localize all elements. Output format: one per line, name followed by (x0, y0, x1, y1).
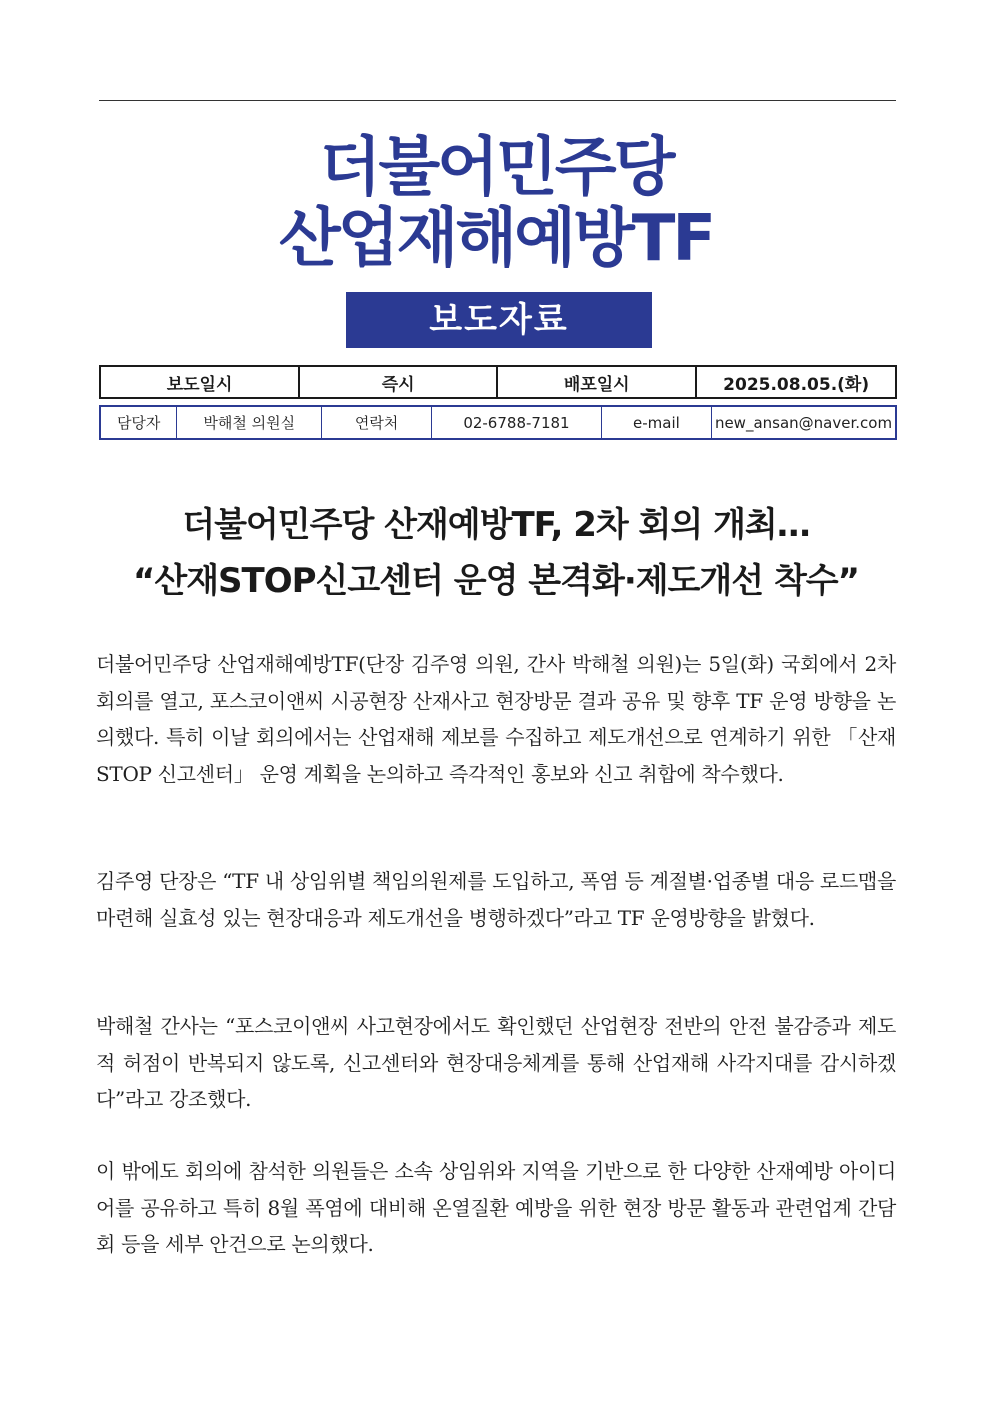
body-paragraph-1: 더불어민주당 산업재해예방TF(단장 김주영 의원, 간사 박해철 의원)는 5일(화) 국회에서 2차 회의를 열고, 포스코이앤씨 시공현장 산재사고 현장방문 결과 공유 및 향후 TF 운영 방향을 논의했다. 특히 이날 회의에서는 산업재해 제보를 수집하고 제도개선으로 연계하기 위한 「산재 STOP 신고센터」 운영 계획을 논의하고 즉각적인 홍보와 신고 취합에 착수했다. (96, 652, 896, 786)
contact-table (99, 405, 897, 440)
org-title-line1: 더불어민주당 (319, 131, 673, 205)
contact-phone-label: 연락처 (322, 406, 432, 439)
body-paragraph-3: 박해철 간사는 “포스코이앤씨 사고현장에서도 확인했던 산업현장 전반의 안전 불감증과 제도적 허점이 반복되지 않도록, 신고센터와 현장대응체계를 통해 산업재해 사각지대를 감시하겠다”라고 강조했다. (96, 1014, 896, 1111)
headline-line2: “산재STOP신고센터 운영 본격화·제도개선 착수” (133, 561, 859, 601)
contact-person-value: 박해철 의원실 (177, 406, 322, 439)
press-release-badge: 보도자료 (346, 292, 652, 348)
contact-phone-value: 02-6788-7181 (432, 406, 602, 439)
body-paragraph-4: 이 밖에도 회의에 참석한 의원들은 소속 상임위와 지역을 기반으로 한 다양한 산재예방 아이디어를 공유하고 특히 8월 폭염에 대비해 온열질환 예방을 위한 현장 방문 활동과 관련업계 간담회 등을 세부 안건으로 논의했다. (96, 1159, 896, 1256)
org-title-line2: 산업재해예방TF (278, 202, 714, 276)
distribution-date-value: 2025.08.05.(화) (696, 366, 896, 398)
release-date-label: 보도일시 (100, 366, 299, 398)
distribution-date-label: 배포일시 (497, 366, 696, 398)
release-date-value: 즉시 (299, 366, 497, 398)
release-info-table (99, 365, 897, 399)
headline-line1: 더불어민주당 산재예방TF, 2차 회의 개최… (182, 505, 810, 545)
contact-email-value[interactable]: new_ansan@naver.com (712, 406, 896, 439)
contact-person-label: 담당자 (100, 406, 177, 439)
contact-email-label: e-mail (601, 406, 711, 439)
top-rule (99, 100, 896, 101)
body-paragraph-2: 김주영 단장은 “TF 내 상임위별 책임의원제를 도입하고, 폭염 등 계절별·업종별 대응 로드맵을 마련해 실효성 있는 현장대응과 제도개선을 병행하겠다”라고 TF 운영방향을 밝혔다. (96, 869, 897, 930)
